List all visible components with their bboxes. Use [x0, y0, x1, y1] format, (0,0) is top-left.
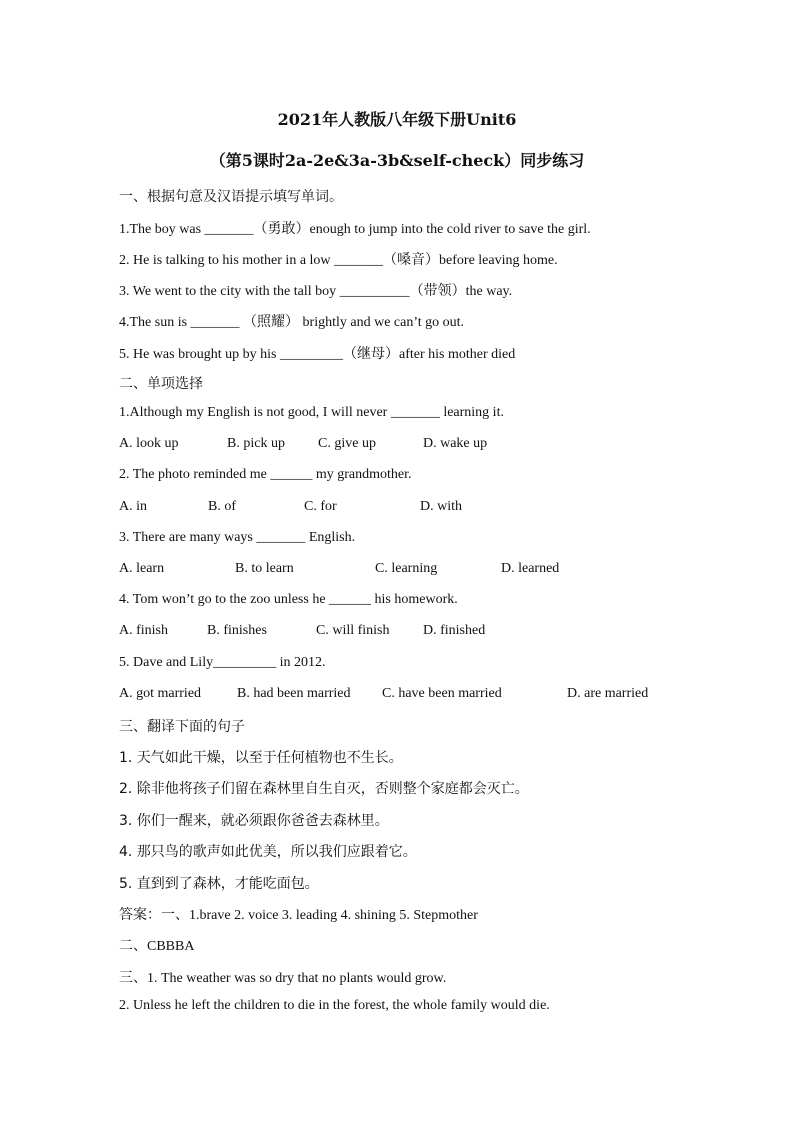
fill-blank-item-5: 5. He was brought up by his _________（继母）after his mother died [119, 347, 516, 362]
option-c: C. will finish [316, 623, 390, 638]
mc-question-3: 3. There are many ways _______ English. [119, 530, 356, 545]
option-a: A. in [119, 499, 147, 514]
answer-line-4: 2. Unless he left the children to die in the forest, the whole family would die. [119, 998, 550, 1013]
option-d: D. wake up [423, 436, 488, 451]
option-a: A. learn [119, 561, 165, 576]
section1-heading: 一、根据句意及汉语提示填写单词。 [119, 189, 343, 205]
option-c: C. have been married [382, 686, 502, 701]
worksheet-title: 2021年人教版八年级下册Unit6 [277, 110, 517, 129]
option-d: D. learned [501, 561, 560, 576]
answer-line-1: 答案：一、1.brave 2. voice 3. leading 4. shining 5. Stepmother [119, 908, 478, 923]
section3-heading: 三、翻译下面的句子 [119, 719, 245, 735]
option-b: B. pick up [227, 436, 285, 451]
answer-line-2: 二、CBBBA [119, 939, 195, 954]
mc-question-2: 2. The photo reminded me ______ my grandmother. [119, 467, 412, 482]
translate-item-1: 1. 天气如此干燥，以至于任何植物也不生长。 [119, 750, 403, 766]
option-c: C. learning [375, 561, 438, 576]
option-a: A. got married [119, 686, 202, 701]
option-d: D. finished [423, 623, 486, 638]
section2-heading: 二、单项选择 [119, 376, 203, 392]
translate-item-4: 4. 那只鸟的歌声如此优美，所以我们应跟着它。 [119, 844, 417, 860]
translate-item-3: 3. 你们一醒来，就必须跟你爸爸去森林里。 [119, 813, 389, 829]
option-c: C. for [304, 499, 337, 514]
mc-question-4: 4. Tom won’t go to the zoo unless he ______ his homework. [119, 592, 458, 607]
option-a: A. finish [119, 623, 168, 638]
option-d: D. with [420, 499, 462, 514]
fill-blank-item-2: 2. He is talking to his mother in a low _______（嗓音）before leaving home. [119, 253, 558, 268]
option-b: B. of [208, 499, 236, 514]
mc-question-1: 1.Although my English is not good, I will never _______ learning it. [119, 405, 504, 420]
fill-blank-item-3: 3. We went to the city with the tall boy __________（带领）the way. [119, 284, 513, 299]
option-b: B. had been married [237, 686, 351, 701]
option-b: B. to learn [235, 561, 294, 576]
fill-blank-item-1: 1.The boy was _______（勇敢）enough to jump into the cold river to save the girl. [119, 222, 591, 237]
translate-item-2: 2. 除非他将孩子们留在森林里自生自灭，否则整个家庭都会灭亡。 [119, 781, 529, 797]
mc-question-5: 5. Dave and Lily_________ in 2012. [119, 655, 326, 670]
option-c: C. give up [318, 436, 376, 451]
fill-blank-item-4: 4.The sun is _______ （照耀） brightly and we can’t go out. [119, 315, 465, 330]
answer-line-3: 三、1. The weather was so dry that no plants would grow. [119, 971, 447, 986]
option-d: D. are married [567, 686, 649, 701]
option-b: B. finishes [207, 623, 267, 638]
option-a: A. look up [119, 436, 179, 451]
translate-item-5: 5. 直到到了森林，才能吃面包。 [119, 876, 319, 892]
worksheet-subtitle: （第5课时2a-2e&3a-3b&self-check）同步练习 [209, 151, 585, 170]
